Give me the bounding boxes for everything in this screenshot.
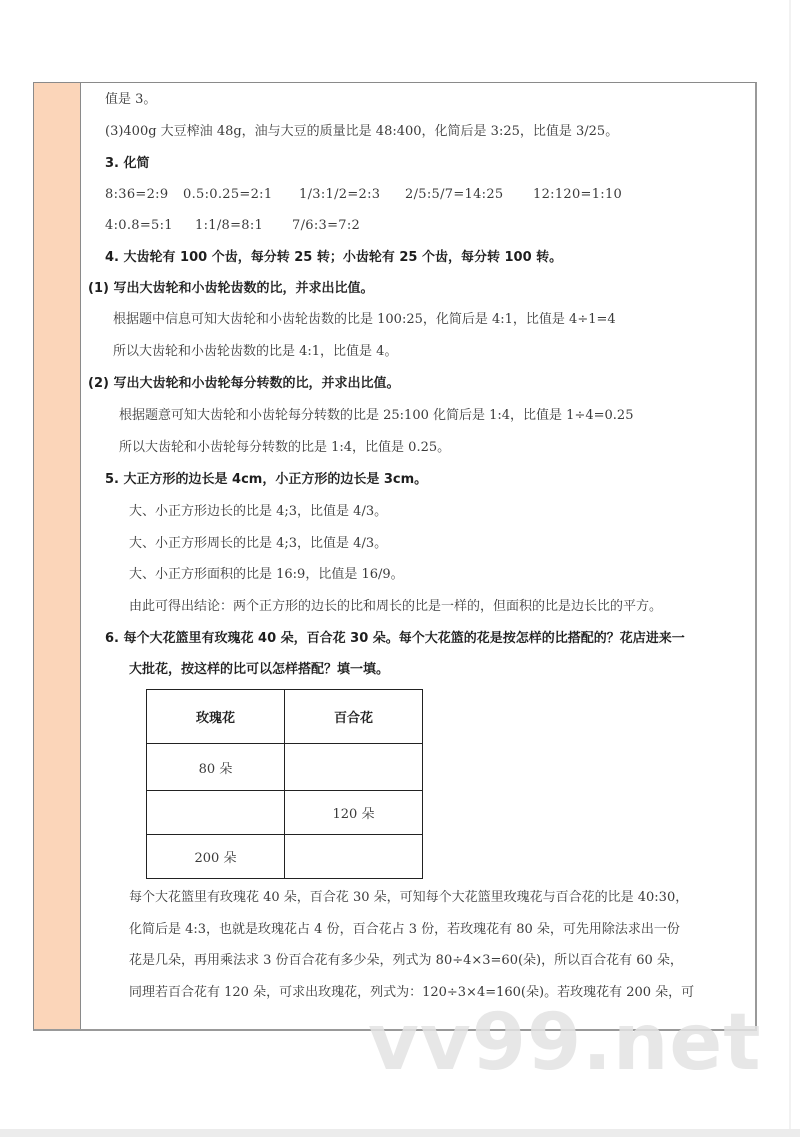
question-4-2-title: (2) 写出大齿轮和小齿轮每分转数的比，并求出比值。 bbox=[88, 376, 400, 391]
q3-item: 1/3:1/2=2:3 bbox=[299, 187, 381, 202]
side-band bbox=[34, 83, 81, 1029]
q3-item: 4:0.8=5:1 bbox=[105, 218, 173, 233]
table-header: 玫瑰花 bbox=[147, 690, 285, 744]
text-line: 所以大齿轮和小齿轮齿数的比是 4:1，比值是 4。 bbox=[113, 344, 398, 359]
watermark: vv99.net bbox=[368, 998, 762, 1088]
text-line: 大、小正方形周长的比是 4;3，比值是 4/3。 bbox=[129, 536, 388, 551]
q3-item: 12:120=1:10 bbox=[533, 187, 623, 202]
text-line: 同理若百合花有 120 朵，可求出玫瑰花，列式为：120÷3×4=160(朵)。若玫瑰花有 200 朵，可 bbox=[129, 985, 695, 1000]
page-edge bbox=[789, 0, 791, 1129]
q3-item: 1:1/8=8:1 bbox=[195, 218, 264, 233]
bottom-strip bbox=[0, 1129, 800, 1137]
q3-item: 2/5:5/7=14:25 bbox=[405, 187, 504, 202]
q3-item: 0.5:0.25=2:1 bbox=[183, 187, 273, 202]
answer-content bbox=[81, 83, 755, 1029]
text-line: 根据题中信息可知大齿轮和小齿轮齿数的比是 100:25，化简后是 4:1，比值是 4÷1=4 bbox=[113, 312, 616, 327]
table-cell: 80 朵 bbox=[147, 744, 285, 791]
question-4-1-title: (1) 写出大齿轮和小齿轮齿数的比，并求出比值。 bbox=[88, 281, 374, 296]
answer-box bbox=[33, 82, 757, 1031]
text-line: 大、小正方形面积的比是 16:9，比值是 16/9。 bbox=[129, 567, 404, 582]
table-cell bbox=[147, 791, 285, 835]
q3-item: 8:36=2:9 bbox=[105, 187, 169, 202]
text-line: 值是 3。 bbox=[105, 92, 157, 107]
text-line: 每个大花篮里有玫瑰花 40 朵，百合花 30 朵，可知每个大花篮里玫瑰花与百合花的比是 40:30， bbox=[129, 890, 689, 905]
text-line: 所以大齿轮和小齿轮每分转数的比是 1:4，比值是 0.25。 bbox=[119, 440, 451, 455]
question-6-title: 6. 每个大花篮里有玫瑰花 40 朵，百合花 30 朵。每个大花篮的花是按怎样的比搭配的？花店进来一 bbox=[105, 631, 685, 646]
text-line: 化简后是 4:3，也就是玫瑰花占 4 份，百合花占 3 份，若玫瑰花有 80 朵，可先用除法求出一份 bbox=[129, 922, 680, 937]
text-line: 根据题意可知大齿轮和小齿轮每分转数的比是 25:100 化简后是 1:4，比值是 1÷4=0.25 bbox=[119, 408, 634, 423]
table-cell bbox=[285, 744, 423, 791]
text-line: 大、小正方形边长的比是 4;3，比值是 4/3。 bbox=[129, 504, 388, 519]
question-4-title: 4. 大齿轮有 100 个齿，每分转 25 转；小齿轮有 25 个齿，每分转 100 转。 bbox=[105, 250, 563, 265]
question-3-title: 3. 化简 bbox=[105, 156, 150, 171]
text-line: (3)400g 大豆榨油 48g，油与大豆的质量比是 48:400，化简后是 3:25，比值是 3/25。 bbox=[105, 124, 619, 139]
table-cell: 120 朵 bbox=[285, 791, 423, 835]
q3-item: 7/6:3=7:2 bbox=[292, 218, 361, 233]
fill-table bbox=[146, 689, 423, 879]
question-6-title-cont: 大批花，按这样的比可以怎样搭配？填一填。 bbox=[129, 662, 390, 677]
table-header: 百合花 bbox=[285, 690, 423, 744]
question-5-title: 5. 大正方形的边长是 4cm，小正方形的边长是 3cm。 bbox=[105, 472, 428, 487]
table-cell: 200 朵 bbox=[147, 835, 285, 879]
text-line: 花是几朵，再用乘法求 3 份百合花有多少朵，列式为 80÷4×3=60(朵)，所以百合花有 60 朵， bbox=[129, 953, 683, 968]
table-cell bbox=[285, 835, 423, 879]
text-line: 由此可得出结论：两个正方形的边长的比和周长的比是一样的，但面积的比是边长比的平方。 bbox=[129, 599, 663, 614]
